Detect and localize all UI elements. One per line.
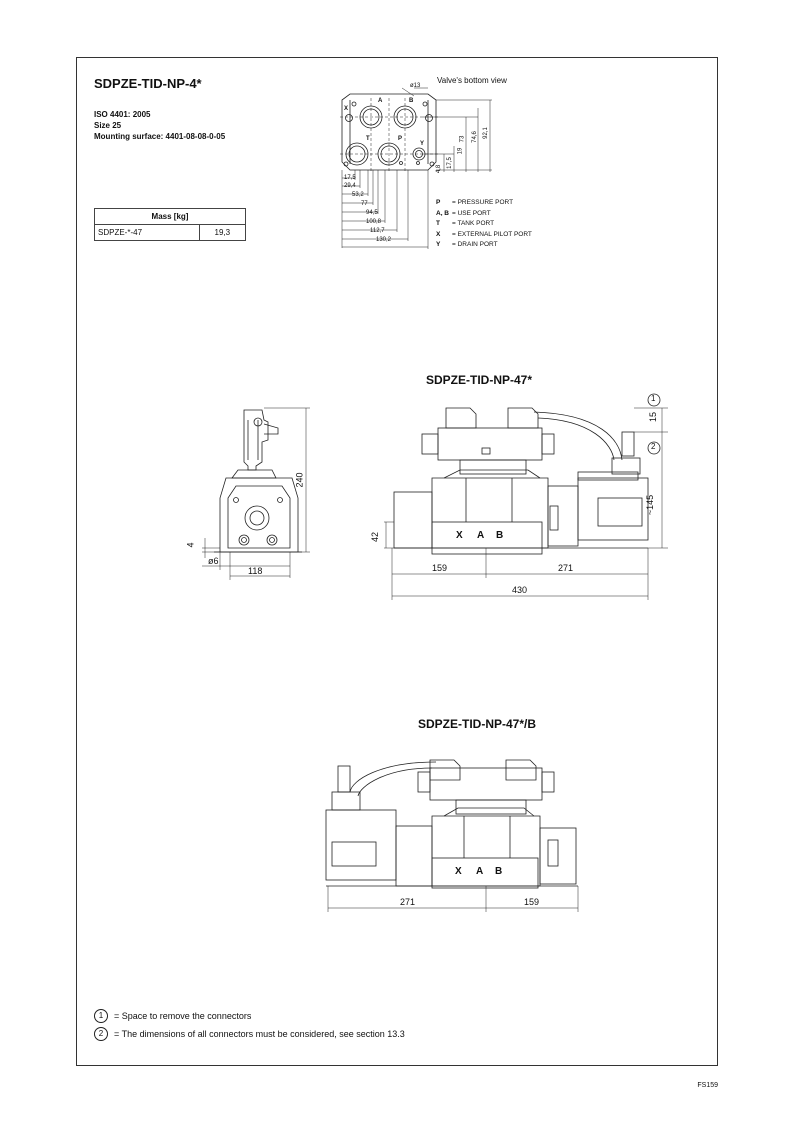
note-number: 2	[94, 1027, 108, 1041]
dim-right: 19	[457, 147, 464, 155]
dim-159: 159	[432, 563, 448, 573]
dim-15: 15	[648, 411, 659, 423]
dim-42: 42	[370, 531, 381, 543]
dim-271: 271	[558, 563, 574, 573]
dim-right: 17,5	[446, 157, 453, 169]
dim-159: 159	[524, 897, 540, 907]
dim-bottom: 100,8	[366, 219, 382, 225]
dim-bottom: 112,7	[370, 228, 385, 234]
callout-1: 1	[651, 394, 656, 403]
label-port-p: P	[398, 136, 403, 142]
dim-271: 271	[400, 897, 416, 907]
page-code: FS159	[697, 1082, 718, 1089]
dim-6: ø6	[208, 556, 219, 566]
label-diameter: ø13	[410, 83, 421, 89]
dim-bottom: 77	[361, 201, 368, 207]
legend-item: A, B = USE PORT	[436, 209, 491, 217]
mass-table-value: 19,3	[199, 225, 245, 241]
dim-145: ~145	[645, 494, 656, 516]
note-text: = Space to remove the connectors	[114, 1011, 252, 1021]
dim-430: 430	[512, 585, 528, 595]
dim-118: 118	[248, 566, 263, 576]
port-label-b: B	[495, 866, 503, 877]
port-label-a: A	[476, 866, 484, 877]
label-port-x: X	[344, 106, 349, 112]
note-connector-dimensions	[94, 1027, 405, 1041]
mass-table-header: Mass [kg]	[95, 209, 246, 225]
port-label-a: A	[477, 530, 485, 541]
port-label-b: B	[496, 530, 504, 541]
label-port-a: A	[378, 98, 383, 104]
dim-bottom: 17,5	[344, 175, 356, 181]
label-port-t: T	[366, 136, 370, 142]
valve-bottom-view	[340, 88, 492, 249]
bottom-view-caption: Valve's bottom view	[437, 76, 507, 85]
port-label-x: X	[455, 866, 462, 877]
legend-item: X = EXTERNAL PILOT PORT	[436, 230, 532, 238]
dim-right: 92,1	[482, 127, 489, 139]
dim-bottom: 94,5	[366, 210, 378, 216]
legend-item: P = PRESSURE PORT	[436, 199, 514, 206]
label-port-y: Y	[420, 141, 425, 147]
label-port-b: B	[409, 98, 414, 104]
section1-title: SDPZE-TID-NP-47*	[426, 373, 533, 387]
mass-table-model: SDPZE-*-47	[95, 225, 200, 241]
variant-b-drawing	[326, 760, 578, 912]
spec-size: Size 25	[94, 121, 122, 130]
dim-bottom: 53,2	[352, 192, 364, 198]
dim-right: 74,6	[471, 131, 478, 143]
dim-right: 4,8	[436, 164, 443, 174]
side-view-drawing	[202, 408, 310, 580]
note-number: 1	[94, 1009, 108, 1023]
dim-bottom: 130,2	[376, 237, 392, 243]
spec-iso: ISO 4401: 2005	[94, 110, 151, 119]
dim-height-240: 240	[294, 472, 305, 488]
legend-item: Y = DRAIN PORT	[436, 241, 498, 248]
callout-2: 2	[651, 442, 656, 451]
page-title: SDPZE-TID-NP-4*	[94, 76, 202, 91]
front-view-drawing	[384, 394, 668, 600]
port-label-x: X	[456, 530, 463, 541]
dim-bottom: 29,4	[344, 183, 356, 189]
dim-right: 73	[459, 135, 466, 143]
note-connectors-space	[94, 1009, 251, 1023]
spec-mounting: Mounting surface: 4401-08-08-0-05	[94, 132, 226, 141]
section2-title: SDPZE-TID-NP-47*/B	[418, 717, 537, 731]
dim-4: 4	[185, 542, 196, 548]
legend-item: T = TANK PORT	[436, 220, 495, 227]
note-text: = The dimensions of all connectors must be considered, see section 13.3	[114, 1029, 405, 1039]
